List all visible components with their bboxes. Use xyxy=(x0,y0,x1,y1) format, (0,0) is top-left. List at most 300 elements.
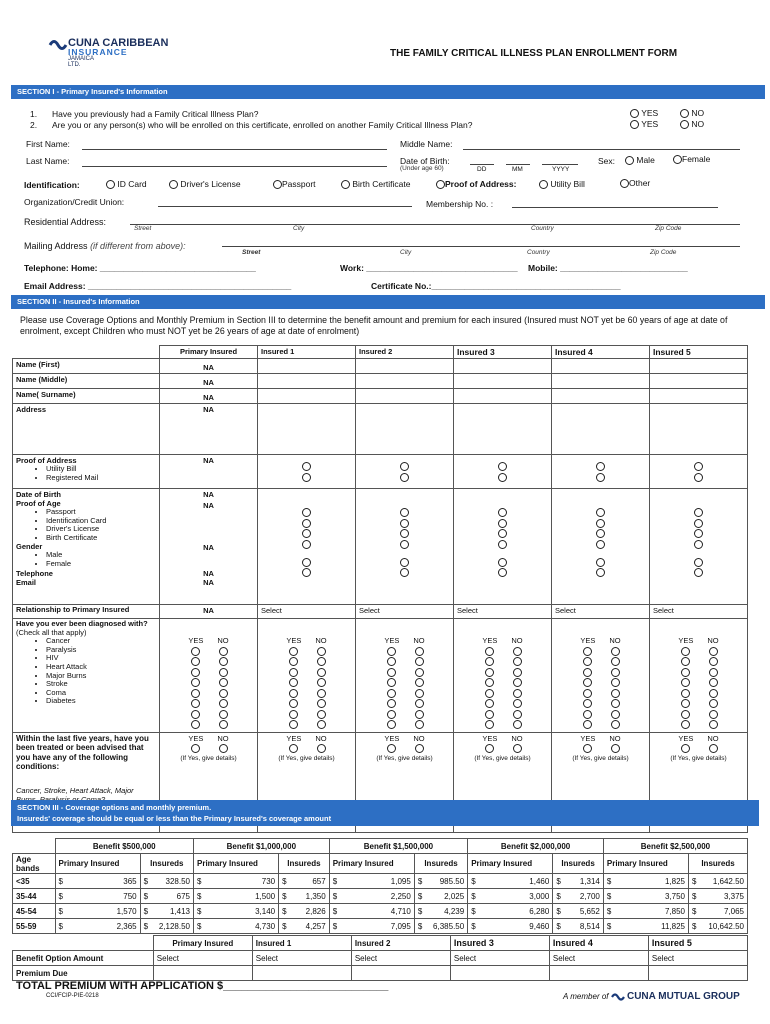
rate-cell xyxy=(414,889,467,904)
yes-radio[interactable] xyxy=(485,678,494,687)
logo-mark-icon xyxy=(48,38,68,52)
no-radio[interactable] xyxy=(219,678,228,687)
yes-radio[interactable] xyxy=(681,689,690,698)
no-radio[interactable] xyxy=(415,678,424,687)
yes-radio[interactable] xyxy=(289,699,298,708)
rate-cell xyxy=(55,919,140,934)
rate-value: 4,239 xyxy=(444,906,465,916)
sex-male[interactable]: Male xyxy=(625,155,655,165)
yes-radio[interactable] xyxy=(681,699,690,708)
na-cell: NA xyxy=(160,404,258,455)
yes-radio[interactable] xyxy=(485,657,494,666)
dollar-sign: $ xyxy=(606,891,612,901)
no-radio[interactable] xyxy=(219,744,228,753)
telephone-work[interactable]: Work: ________________________________ xyxy=(340,263,518,273)
dob-yyyy-field[interactable] xyxy=(542,164,578,165)
no-label: NO xyxy=(511,733,523,743)
option-select-2[interactable]: Select xyxy=(351,951,450,966)
no-radio[interactable] xyxy=(611,699,620,708)
proof-radios-5[interactable] xyxy=(650,455,748,489)
primary-insured-header: Primary Insured xyxy=(468,854,553,874)
q2-no[interactable]: NO xyxy=(680,119,704,129)
dollar-sign: $ xyxy=(417,876,423,886)
no-radio[interactable] xyxy=(611,657,620,666)
na-cell: NA xyxy=(203,501,214,510)
sex-label: Sex: xyxy=(598,156,616,166)
no-label: NO xyxy=(609,733,621,743)
rate-value: 750 xyxy=(123,891,137,901)
yes-radio[interactable] xyxy=(387,720,396,729)
benefit-1m: Benefit $1,000,000 xyxy=(194,839,330,854)
no-radio[interactable] xyxy=(513,678,522,687)
no-radio[interactable] xyxy=(513,657,522,666)
dollar-sign: $ xyxy=(332,891,338,901)
bc-item: • Birth Certificate xyxy=(46,534,156,543)
yes-radio[interactable] xyxy=(289,668,298,677)
logo-line3: JAMAICA LTD. xyxy=(68,56,94,68)
no-label: NO xyxy=(707,636,719,645)
no-radio[interactable] xyxy=(219,668,228,677)
yes-radio[interactable] xyxy=(387,689,396,698)
age-gender-radios-4[interactable] xyxy=(552,489,650,605)
na-cell: NA xyxy=(160,359,258,374)
ident-drivers-license[interactable]: Driver's License xyxy=(169,179,241,189)
no-radio[interactable] xyxy=(709,678,718,687)
give-details-hint: (If Yes, give details) xyxy=(572,754,629,762)
rate-cell xyxy=(279,889,330,904)
yes-radio[interactable] xyxy=(681,657,690,666)
ident-passport[interactable]: Passport xyxy=(273,179,316,189)
na-cell: NA xyxy=(203,578,214,587)
no-radio[interactable] xyxy=(611,678,620,687)
yes-label: YES xyxy=(482,636,498,645)
rate-cell xyxy=(279,904,330,919)
age-gender-radios-3[interactable] xyxy=(454,489,552,605)
yes-radio[interactable] xyxy=(289,657,298,666)
dollar-sign: $ xyxy=(471,891,476,901)
proof-radios-3[interactable] xyxy=(454,455,552,489)
no-radio[interactable] xyxy=(219,647,228,656)
no-radio[interactable] xyxy=(709,647,718,656)
dl-item: • Driver's License xyxy=(46,525,156,534)
dollar-sign: $ xyxy=(197,876,202,886)
primary-insured-header: Primary Insured xyxy=(55,854,140,874)
no-radio[interactable] xyxy=(513,647,522,656)
relationship-select-3[interactable]: Select xyxy=(454,605,552,619)
yes-radio[interactable] xyxy=(191,689,200,698)
dob-label: Date of Birth: xyxy=(400,156,450,166)
yes-radio[interactable] xyxy=(485,699,494,708)
yes-radio[interactable] xyxy=(289,689,298,698)
col-insured2: Insured 2 xyxy=(356,346,454,359)
benefit-option-label: Benefit Option Amount xyxy=(13,951,154,966)
rate-value: 1,500 xyxy=(255,891,276,901)
no-radio[interactable] xyxy=(415,710,424,719)
last-name-field[interactable] xyxy=(82,166,387,167)
middle-name-field[interactable] xyxy=(463,149,740,150)
section2-header: SECTION II - Insured's Information xyxy=(11,295,765,309)
no-radio[interactable] xyxy=(317,699,326,708)
no-radio[interactable] xyxy=(611,668,620,677)
yes-radio[interactable] xyxy=(289,678,298,687)
rate-value: 1,570 xyxy=(116,906,137,916)
yes-radio[interactable] xyxy=(681,647,690,656)
age-gender-radios-5[interactable] xyxy=(650,489,748,605)
relationship-select-5[interactable]: Select xyxy=(650,605,748,619)
no-radio[interactable] xyxy=(709,720,718,729)
proof-radios-2[interactable] xyxy=(356,455,454,489)
dollar-sign: $ xyxy=(143,876,149,886)
row-dob-age-gender xyxy=(13,489,748,605)
no-radio[interactable] xyxy=(317,678,326,687)
yes-radio[interactable] xyxy=(583,720,592,729)
yes-radio[interactable] xyxy=(191,678,200,687)
rate-cell xyxy=(414,919,467,934)
yes-radio[interactable] xyxy=(583,647,592,656)
telephone-home[interactable]: Telephone: Home: _________________________________ xyxy=(24,263,256,273)
age-gender-radios-2[interactable] xyxy=(356,489,454,605)
yes-radio[interactable] xyxy=(583,689,592,698)
no-label: NO xyxy=(511,636,523,645)
age-band-label: 55-59 xyxy=(13,919,56,934)
no-radio[interactable] xyxy=(219,710,228,719)
yes-radio[interactable] xyxy=(583,668,592,677)
yes-label: YES xyxy=(286,636,302,645)
no-radio[interactable] xyxy=(317,668,326,677)
rate-value: 8,514 xyxy=(579,921,600,931)
rate-value: 11,825 xyxy=(661,921,685,931)
no-radio[interactable] xyxy=(709,668,718,677)
relationship-select-1[interactable]: Select xyxy=(258,605,356,619)
dollar-sign: $ xyxy=(197,921,202,931)
dollar-sign: $ xyxy=(58,906,63,916)
yes-radio[interactable] xyxy=(387,744,396,753)
no-radio[interactable] xyxy=(611,710,620,719)
no-radio[interactable] xyxy=(513,744,522,753)
summary-col-1: Insured 1 xyxy=(252,936,351,951)
dollar-sign: $ xyxy=(692,906,697,916)
yes-radio[interactable] xyxy=(583,744,592,753)
no-radio[interactable] xyxy=(415,657,424,666)
dollar-sign: $ xyxy=(606,876,612,886)
give-details-hint: (If Yes, give details) xyxy=(278,754,335,762)
rate-value: 7,065 xyxy=(723,906,744,916)
na-cell: NA xyxy=(160,455,258,489)
yes-radio[interactable] xyxy=(387,678,396,687)
rate-value: 730 xyxy=(261,876,276,886)
benefit-2-5m: Benefit $2,500,000 xyxy=(603,839,747,854)
yes-radio[interactable] xyxy=(681,678,690,687)
rate-cell xyxy=(689,904,748,919)
q1-no[interactable]: NO xyxy=(680,108,704,118)
yes-radio[interactable] xyxy=(681,668,690,677)
no-radio[interactable] xyxy=(415,699,424,708)
dob-dd-field[interactable] xyxy=(470,164,494,165)
relationship-select-4[interactable]: Select xyxy=(552,605,650,619)
yes-radio[interactable] xyxy=(681,744,690,753)
col-insured3: Insured 3 xyxy=(454,346,552,359)
rate-value: 1,460 xyxy=(529,876,550,886)
mail-country: Country xyxy=(527,249,550,256)
dollar-sign: $ xyxy=(556,876,561,886)
yes-radio[interactable] xyxy=(681,720,690,729)
benefit-1-5m: Benefit $1,500,000 xyxy=(329,839,468,854)
rate-value: 3,750 xyxy=(664,891,685,901)
give-details-hint: (If Yes, give details) xyxy=(376,754,433,762)
org-field[interactable] xyxy=(158,206,412,207)
rate-cell xyxy=(329,904,414,919)
ident-birth-cert[interactable]: Birth Certificate xyxy=(341,179,410,189)
no-radio[interactable] xyxy=(709,699,718,708)
summary-col-primary: Primary Insured xyxy=(153,936,252,951)
age-band-label: <35 xyxy=(13,874,56,889)
age-band-label: 35-44 xyxy=(13,889,56,904)
first-name-field[interactable] xyxy=(82,149,387,150)
rate-cell xyxy=(194,904,279,919)
no-radio[interactable] xyxy=(317,657,326,666)
total-premium[interactable]: TOTAL PREMIUM WITH APPLICATION $___________________________ xyxy=(16,980,389,992)
proof-radios-1[interactable] xyxy=(258,455,356,489)
summary-col-4: Insured 4 xyxy=(549,936,648,951)
section3-subtitle: Insureds' coverage should be equal or less than the Primary Insured's coverage amount xyxy=(17,814,332,823)
row-name-first: Name (First) xyxy=(13,359,160,374)
rate-value: 1,350 xyxy=(305,891,326,901)
option-select-5[interactable]: Select xyxy=(648,951,747,966)
proof-radios-4[interactable] xyxy=(552,455,650,489)
benefit-2m: Benefit $2,000,000 xyxy=(468,839,604,854)
yes-radio[interactable] xyxy=(289,744,298,753)
diagnosed-radios-5[interactable] xyxy=(650,619,748,733)
no-radio[interactable] xyxy=(317,689,326,698)
option-select-1[interactable]: Select xyxy=(252,951,351,966)
option-select-3[interactable]: Select xyxy=(450,951,549,966)
certificate-field[interactable]: Certificate No.:________________________________________ xyxy=(371,281,621,291)
no-radio[interactable] xyxy=(611,647,620,656)
relationship-select-2[interactable]: Select xyxy=(356,605,454,619)
yes-radio[interactable] xyxy=(583,710,592,719)
no-label: NO xyxy=(413,733,425,743)
rate-value: 9,460 xyxy=(529,921,550,931)
first-name-label: First Name: xyxy=(26,139,70,149)
no-radio[interactable] xyxy=(611,689,620,698)
summary-col-2: Insured 2 xyxy=(351,936,450,951)
dollar-sign: $ xyxy=(282,891,287,901)
yes-radio[interactable] xyxy=(289,647,298,656)
no-label: NO xyxy=(217,636,229,645)
diagnosed-radios-3[interactable] xyxy=(454,619,552,733)
rate-cell xyxy=(329,889,414,904)
telephone-mobile[interactable]: Mobile: ___________________________ xyxy=(528,263,688,273)
no-radio[interactable] xyxy=(611,720,620,729)
no-radio[interactable] xyxy=(219,720,228,729)
proof-age-label: Proof of Age xyxy=(16,499,61,508)
no-radio[interactable] xyxy=(611,744,620,753)
diagnosed-radios-2[interactable] xyxy=(356,619,454,733)
no-radio[interactable] xyxy=(709,744,718,753)
summary-col-5: Insured 5 xyxy=(648,936,747,951)
no-label: NO xyxy=(707,733,719,743)
yes-radio[interactable] xyxy=(191,668,200,677)
rate-value: 1,413 xyxy=(169,906,190,916)
yes-radio[interactable] xyxy=(387,668,396,677)
no-radio[interactable] xyxy=(317,710,326,719)
dollar-sign: $ xyxy=(282,876,287,886)
yes-radio[interactable] xyxy=(583,657,592,666)
yes-label: YES xyxy=(678,733,694,743)
ident-id-card[interactable]: ID Card xyxy=(106,179,147,189)
proof-other[interactable]: Other xyxy=(620,178,650,188)
rate-value: 3,000 xyxy=(529,891,550,901)
proof-utility[interactable]: Utility Bill xyxy=(539,179,585,189)
residential-field[interactable] xyxy=(130,224,740,225)
row-name-surname: Name( Surname) xyxy=(13,389,160,404)
no-radio[interactable] xyxy=(513,720,522,729)
proof-address-label[interactable]: Proof of Address: xyxy=(436,179,516,189)
section3-header xyxy=(11,800,759,826)
no-radio[interactable] xyxy=(415,647,424,656)
rate-value: 1,825 xyxy=(664,876,685,886)
yes-radio[interactable] xyxy=(191,744,200,753)
yes-radio[interactable] xyxy=(191,657,200,666)
condition-list: • Cancer • Paralysis • HIV • Heart Attack • Major Burns • Stroke • Coma • Diabetes xyxy=(16,637,156,706)
dollar-sign: $ xyxy=(332,906,338,916)
yes-radio[interactable] xyxy=(583,678,592,687)
rate-value: 1,314 xyxy=(579,876,600,886)
q1-yes[interactable]: YES xyxy=(630,108,658,118)
dollar-sign: $ xyxy=(58,891,63,901)
yes-radio[interactable] xyxy=(191,647,200,656)
yes-radio[interactable] xyxy=(191,720,200,729)
dd-label: DD xyxy=(477,166,487,173)
mailing-label: Mailing Address (if different from above): xyxy=(24,241,186,251)
rate-cell xyxy=(468,889,553,904)
give-details-hint: (If Yes, give details) xyxy=(180,754,237,762)
no-radio[interactable] xyxy=(317,744,326,753)
no-radio[interactable] xyxy=(513,710,522,719)
insureds-header: Insureds xyxy=(140,854,193,874)
yes-radio[interactable] xyxy=(485,647,494,656)
rate-value: 985.50 xyxy=(439,876,465,886)
yes-label: YES xyxy=(188,636,204,645)
yes-label: YES xyxy=(580,733,596,743)
dollar-sign: $ xyxy=(606,921,612,931)
sex-female[interactable]: Female xyxy=(673,154,710,164)
q2-yes[interactable]: YES xyxy=(630,119,658,129)
yes-label: YES xyxy=(188,733,204,743)
diagnosed-radios-4[interactable] xyxy=(552,619,650,733)
rate-cell xyxy=(468,919,553,934)
yes-radio[interactable] xyxy=(289,710,298,719)
na-cell: NA xyxy=(160,605,258,619)
rate-cell xyxy=(468,904,553,919)
dollar-sign: $ xyxy=(332,876,338,886)
yes-radio[interactable] xyxy=(485,689,494,698)
rate-value: 4,710 xyxy=(390,906,411,916)
yes-radio[interactable] xyxy=(191,699,200,708)
registered-mail-item: • Registered Mail xyxy=(46,474,156,483)
yes-radio[interactable] xyxy=(583,699,592,708)
dob-row-label: Date of Birth xyxy=(16,490,61,499)
no-radio[interactable] xyxy=(219,699,228,708)
benefit-500k: Benefit $500,000 xyxy=(55,839,194,854)
rate-value: 2,700 xyxy=(579,891,600,901)
rate-cell xyxy=(55,889,140,904)
row-proof-address xyxy=(13,455,748,489)
no-radio[interactable] xyxy=(219,689,228,698)
insureds-header: Insureds xyxy=(414,854,467,874)
yes-radio[interactable] xyxy=(485,720,494,729)
membership-label: Membership No. : xyxy=(426,199,494,209)
rate-value: 4,257 xyxy=(305,921,326,931)
form-code: CCI/FCIP-PIE-0218 xyxy=(46,993,99,999)
no-radio[interactable] xyxy=(415,689,424,698)
rate-value: 3,140 xyxy=(255,906,276,916)
no-radio[interactable] xyxy=(317,647,326,656)
yes-radio[interactable] xyxy=(681,710,690,719)
rate-value: 3,375 xyxy=(723,891,744,901)
no-radio[interactable] xyxy=(513,699,522,708)
yes-radio[interactable] xyxy=(387,657,396,666)
yes-radio[interactable] xyxy=(485,744,494,753)
yes-label: YES xyxy=(384,636,400,645)
no-radio[interactable] xyxy=(415,744,424,753)
no-radio[interactable] xyxy=(709,710,718,719)
member-of-text: A member of xyxy=(563,992,609,1001)
dollar-sign: $ xyxy=(143,921,149,931)
yes-radio[interactable] xyxy=(485,668,494,677)
no-radio[interactable] xyxy=(709,657,718,666)
female-item: • Female xyxy=(46,560,156,569)
email-field[interactable]: Email Address: ___________________________________________ xyxy=(24,281,292,291)
membership-field[interactable] xyxy=(512,207,718,208)
option-select-4[interactable]: Select xyxy=(549,951,648,966)
diagnosed-radios-primary[interactable] xyxy=(160,619,258,733)
no-radio[interactable] xyxy=(415,720,424,729)
mailing-field[interactable] xyxy=(222,246,740,247)
rate-cell xyxy=(279,919,330,934)
residential-label: Residential Address: xyxy=(24,217,107,227)
col-insured4: Insured 4 xyxy=(552,346,650,359)
yes-radio[interactable] xyxy=(387,710,396,719)
no-radio[interactable] xyxy=(219,657,228,666)
no-radio[interactable] xyxy=(317,720,326,729)
na-cell: NA xyxy=(203,543,214,552)
option-select-primary[interactable]: Select xyxy=(153,951,252,966)
dob-mm-field[interactable] xyxy=(506,164,530,165)
yes-radio[interactable] xyxy=(387,699,396,708)
no-radio[interactable] xyxy=(513,689,522,698)
row-address: Address xyxy=(13,404,160,455)
identification-label: Identification: xyxy=(24,180,80,190)
yes-radio[interactable] xyxy=(289,720,298,729)
age-gender-radios-1[interactable] xyxy=(258,489,356,605)
rate-value: 2,826 xyxy=(305,906,326,916)
col-insured1: Insured 1 xyxy=(258,346,356,359)
yes-radio[interactable] xyxy=(485,710,494,719)
diagnosed-radios-1[interactable] xyxy=(258,619,356,733)
dollar-sign: $ xyxy=(282,921,287,931)
no-radio[interactable] xyxy=(415,668,424,677)
no-radio[interactable] xyxy=(513,668,522,677)
rate-cell xyxy=(553,889,604,904)
no-radio[interactable] xyxy=(709,689,718,698)
rate-cell xyxy=(553,874,604,889)
yes-radio[interactable] xyxy=(387,647,396,656)
yes-radio[interactable] xyxy=(191,710,200,719)
res-city: City xyxy=(293,225,305,232)
yes-label: YES xyxy=(580,636,596,645)
cuna-mutual-logo xyxy=(563,991,740,1002)
